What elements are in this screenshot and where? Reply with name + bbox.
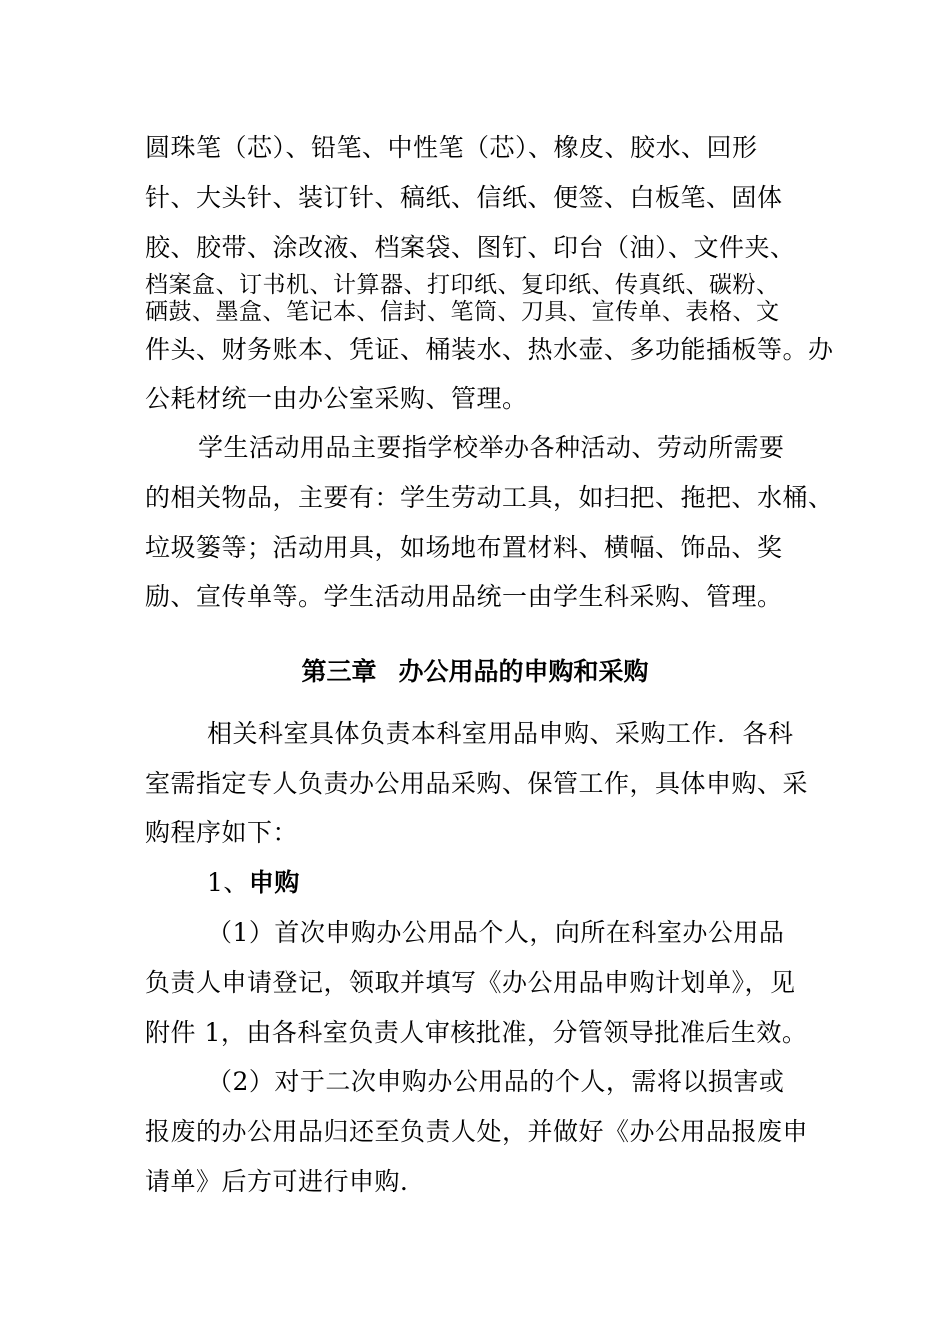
item-title: 申购 — [248, 868, 300, 897]
paragraph-line: （1）首次申购办公用品个人，向所在科室办公用品 — [207, 918, 785, 947]
paragraph-line: 圆珠笔（芯）、铅笔、中性笔（芯）、橡皮、胶水、回形 — [145, 133, 758, 162]
item-number: 1、 — [207, 868, 249, 897]
paragraph-line: 负责人申请登记，领取并填写《办公用品申购计划单》，见 — [145, 968, 796, 997]
chapter-title: 办公用品的申购和采购 — [398, 657, 649, 686]
chapter-heading — [0, 656, 950, 688]
chapter-number: 第三章 — [301, 657, 377, 686]
paragraph-line: 报废的办公用品归还至负责人处，并做好《办公用品报废申 — [145, 1117, 809, 1146]
paragraph-line: （2）对于二次申购办公用品的个人，需将以损害或 — [207, 1067, 785, 1096]
paragraph-line: 档案盒、订书机、计算器、打印纸、复印纸、传真纸、碳粉、 — [145, 272, 780, 298]
paragraph-line: 针、大头针、装订针、稿纸、信纸、便签、白板笔、固体 — [145, 183, 783, 212]
item-heading — [207, 867, 300, 899]
paragraph-line: 公耗材统一由办公室采购、管理。 — [145, 384, 528, 413]
paragraph-line: 硒鼓、墨盒、笔记本、信封、笔筒、刀具、宣传单、表格、文 — [145, 299, 780, 325]
paragraph-line: 相关科室具体负责本科室用品申购、采购工作．各科 — [207, 719, 794, 748]
paragraph-line: 请单》后方可进行申购． — [145, 1167, 426, 1196]
paragraph-line: 室需指定专人负责办公用品采购、保管工作，具体申购、采 — [145, 769, 809, 798]
paragraph-line: 的相关物品，主要有：学生劳动工具，如扫把、拖把、水桶、 — [145, 483, 834, 512]
paragraph-line: 件头、财务账本、凭证、桶装水、热水壶、多功能插板等。办 — [145, 335, 834, 364]
paragraph-line: 励、宣传单等。学生活动用品统一由学生科采购、管理。 — [145, 582, 783, 611]
paragraph-line: 胶、胶带、涂改液、档案袋、图钉、印台（油）、文件夹、 — [145, 233, 796, 262]
paragraph-line: 学生活动用品主要指学校举办各种活动、劳动所需要 — [198, 433, 785, 462]
paragraph-line: 附件 1，由各科室负责人审核批准，分管领导批准后生效。 — [145, 1018, 808, 1047]
paragraph-line: 购程序如下： — [145, 818, 299, 847]
paragraph-line: 垃圾篓等；活动用具，如场地布置材料、横幅、饰品、奖 — [145, 533, 783, 562]
